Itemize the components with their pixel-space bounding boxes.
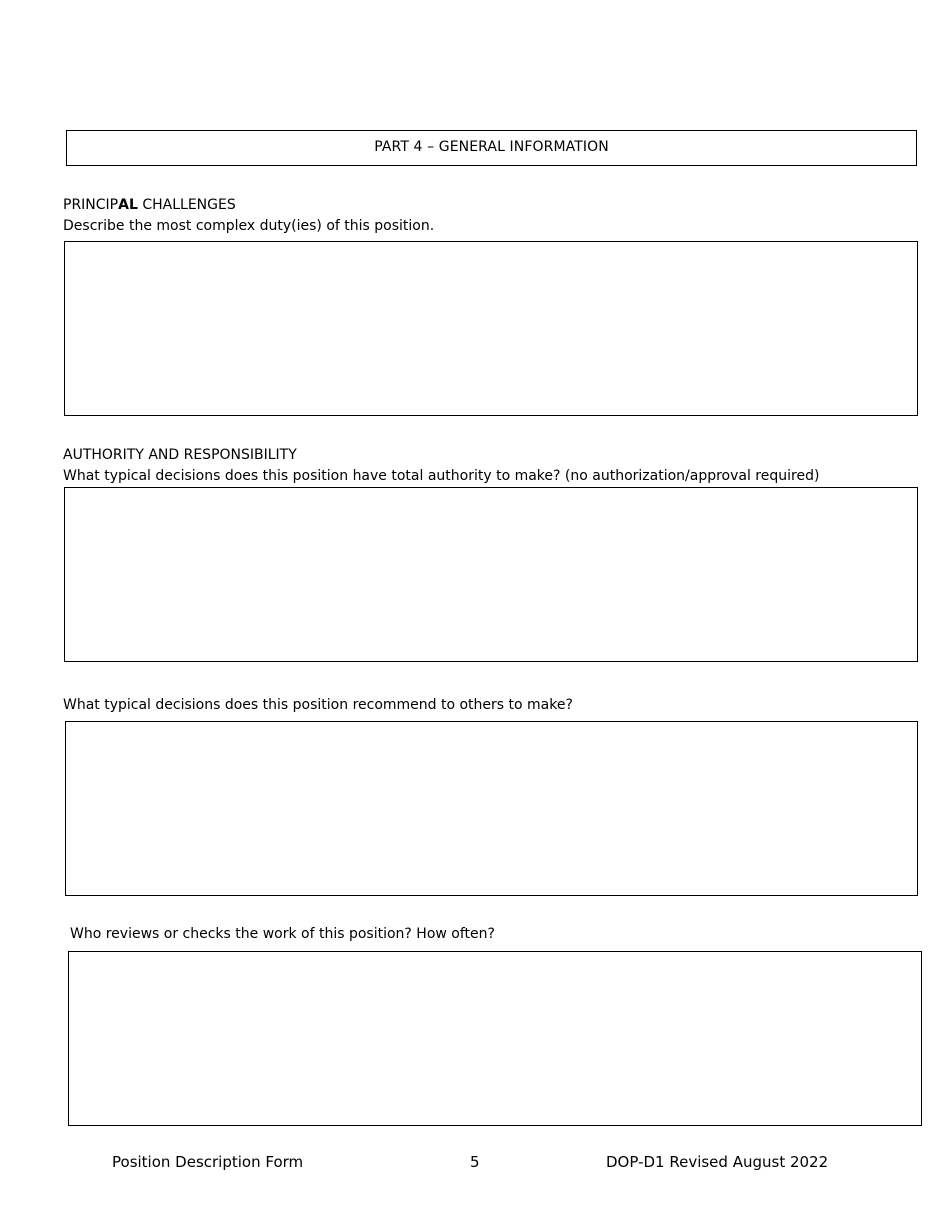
principal-challenges-heading-end: CHALLENGES [137, 197, 236, 213]
part-4-heading: PART 4 – GENERAL INFORMATION [66, 130, 917, 166]
footer-form-name: Position Description Form [112, 1153, 304, 1171]
total-authority-prompt: What typical decisions does this position have total authority to make? (no authorization/approval required) [63, 468, 820, 484]
footer-revision: DOP-D1 Revised August 2022 [606, 1153, 829, 1171]
principal-challenges-heading-start: PRINCIP [63, 197, 119, 213]
work-review-prompt: Who reviews or checks the work of this position? How often? [70, 926, 495, 942]
authority-responsibility-heading: AUTHORITY AND RESPONSIBILITY [63, 447, 297, 463]
total-authority-response-field[interactable] [64, 487, 918, 662]
recommend-decisions-response-field[interactable] [65, 721, 918, 896]
principal-challenges-heading-bold: AL [118, 197, 138, 213]
principal-challenges-prompt: Describe the most complex duty(ies) of this position. [63, 218, 435, 234]
principal-challenges-response-field[interactable] [64, 241, 918, 416]
work-review-response-field[interactable] [68, 951, 922, 1126]
recommend-decisions-prompt: What typical decisions does this position recommend to others to make? [63, 697, 573, 713]
footer-page-number: 5 [470, 1153, 480, 1171]
principal-challenges-heading [63, 195, 236, 215]
